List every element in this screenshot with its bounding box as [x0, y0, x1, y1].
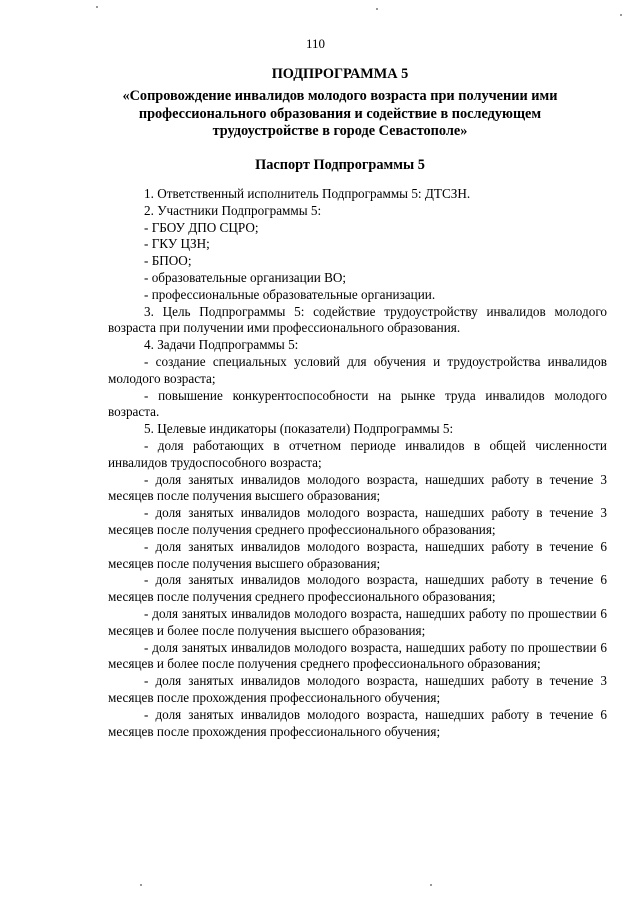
- section-5: 5. Целевые индикаторы (показатели) Подпрограммы 5:: [144, 421, 454, 437]
- scan-speck: [376, 8, 378, 10]
- task-item: - создание специальных условий для обучения и трудоустройства инвалидов молодого возраста;: [108, 353, 607, 386]
- subprogram-subtitle: «Сопровождение инвалидов молодого возраста при получении ими профессионального образования и содействие в последующем трудоустройстве в городе Севастополе»: [122, 88, 558, 139]
- scan-speck: [430, 884, 432, 886]
- passport-title: Паспорт Подпрограммы 5: [255, 157, 425, 173]
- section-1: 1. Ответственный исполнитель Подпрограммы 5: ДТСЗН.: [144, 186, 471, 201]
- indicator-item: - доля занятых инвалидов молодого возраста, нашедших работу по прошествии 6 месяцев и более после получения среднего профессионального образования;: [108, 639, 607, 672]
- participant-item: - БПОО;: [144, 253, 192, 269]
- participant-item: - ГКУ ЦЗН;: [144, 236, 210, 252]
- indicator-item: - доля работающих в отчетном периоде инвалидов в общей численности инвалидов трудоспособного возраста;: [108, 437, 607, 470]
- indicator-item: - доля занятых инвалидов молодого возраста, нашедших работу в течение 6 месяцев после получения среднего профессионального образования;: [108, 572, 607, 605]
- subprogram-title: ПОДПРОГРАММА 5: [271, 66, 409, 82]
- participant-item: - образовательные организации ВО;: [144, 269, 347, 285]
- indicator-item: - доля занятых инвалидов молодого возраста, нашедших работу по прошествии 6 месяцев и более после получения высшего образования;: [108, 605, 607, 638]
- task-item: - повышение конкурентоспособности на рынке труда инвалидов молодого возраста.: [108, 387, 607, 420]
- section-3: 3. Цель Подпрограммы 5: содействие трудоустройству инвалидов молодого возраста при получении ими профессионального образования.: [108, 303, 607, 336]
- indicator-item: - доля занятых инвалидов молодого возраста, нашедших работу в течение 3 месяцев после получения высшего образования;: [108, 471, 607, 504]
- passport-content: [108, 186, 607, 740]
- indicator-item: - доля занятых инвалидов молодого возраста, нашедших работу в течение 6 месяцев после прохождения профессионального обучения;: [108, 706, 607, 739]
- scan-speck: [620, 14, 622, 16]
- indicator-item: - доля занятых инвалидов молодого возраста, нашедших работу в течение 3 месяцев после получения среднего профессионального образования;: [108, 505, 607, 537]
- indicator-item: - доля занятых инвалидов молодого возраста, нашедших работу в течение 6 месяцев после получения высшего образования;: [108, 538, 607, 571]
- section-2: 2. Участники Подпрограммы 5:: [144, 202, 322, 218]
- scan-speck: [140, 884, 142, 886]
- section-4: 4. Задачи Подпрограммы 5:: [144, 337, 299, 353]
- participant-item: - профессиональные образовательные организации.: [144, 286, 436, 302]
- participant-item: - ГБОУ ДПО СЦРО;: [144, 219, 259, 235]
- page-number: 110: [305, 36, 326, 51]
- scan-speck: [96, 6, 98, 8]
- indicator-item: - доля занятых инвалидов молодого возраста, нашедших работу в течение 3 месяцев после прохождения профессионального обучения;: [108, 673, 607, 705]
